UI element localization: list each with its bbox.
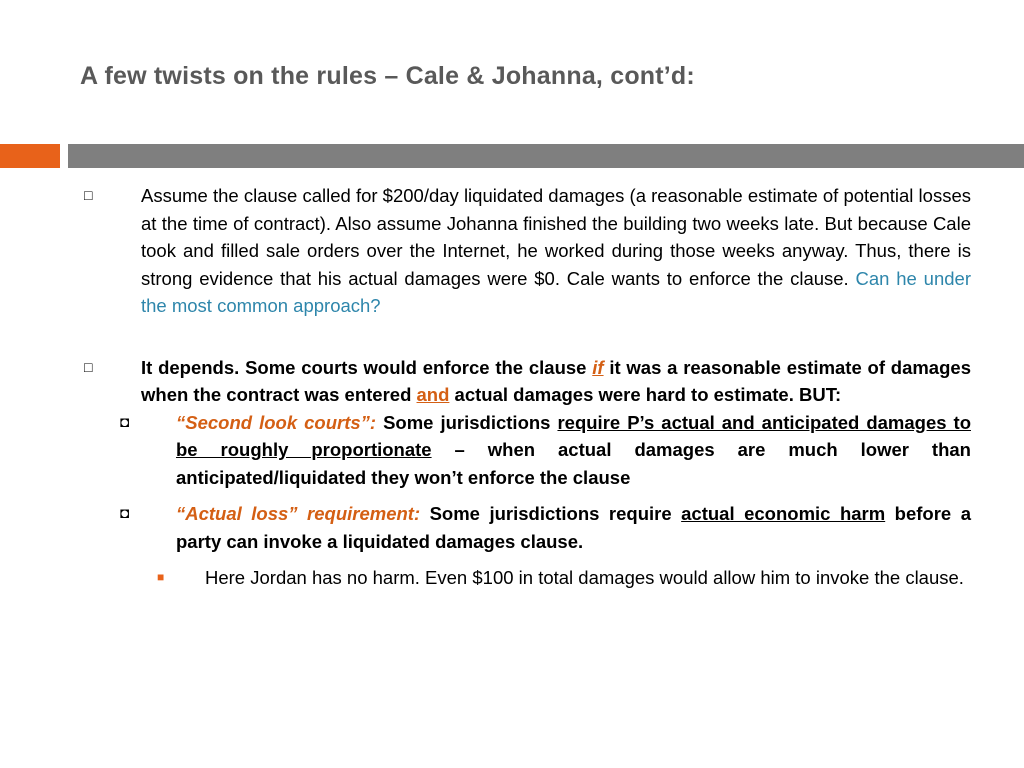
actual-loss-text-part1: Some jurisdictions require [420,503,682,524]
bullet-item-scenario [84,182,971,320]
answer-if-emphasis: if [592,356,604,378]
square-bullet-icon: ◘ [120,505,130,522]
sub-item-actual-loss [120,500,971,555]
slide-body [0,182,1024,592]
second-look-text-part1: Some jurisdictions [376,411,558,433]
actual-loss-label: “Actual loss” requirement: [176,503,421,524]
second-look-text-part2: – when actual damages are much lower than anticipated/liquidated they won’t enforce the clause [176,439,971,488]
scenario-text: Assume the clause called for $200/day liquidated damages (a reasonable estimate of potential losses at the time of contract). Also assume Johanna finished the building two weeks late. But because Cale took and filled sale orders over the Internet, he worked during those weeks anyway. Thus, there is strong evidence that his actual damages were $0. Cale wants to enforce the clause. [141,185,971,289]
sub-sub-item-no-harm [157,564,971,592]
slide-title: A few twists on the rules – Cale & Johanna, cont’d: [80,62,695,90]
hollow-square-bullet-icon: □ [84,187,93,203]
answer-text-part3: actual damages were hard to estimate. BUT: [449,384,842,405]
answer-and-emphasis: and [416,384,450,405]
scenario-question: Can he under the most common approach? [141,267,971,316]
hollow-square-bullet-icon: □ [84,358,93,375]
answer-text-part1: It depends. Some courts would enforce the clause [141,356,593,378]
title-accent-bar [0,144,60,168]
title-divider-bar [68,144,1024,168]
actual-loss-text-part2: before a party can invoke a liquidated damages clause. [176,503,971,552]
bullet-item-answer [84,354,971,409]
no-harm-text: Here Jordan has no harm. Even $100 in total damages would allow him to invoke the clause. [205,567,964,588]
second-look-underlined: require P’s actual and anticipated damages to be roughly proportionate [176,411,971,460]
sub-item-second-look [120,409,971,492]
actual-loss-underlined: actual economic harm [681,503,886,524]
answer-text-part2: it was a reasonable estimate of damages when the contract was entered [141,356,971,405]
filled-square-bullet-icon: ■ [157,570,165,584]
second-look-label: “Second look courts”: [176,411,377,433]
square-bullet-icon: ◘ [120,413,130,431]
